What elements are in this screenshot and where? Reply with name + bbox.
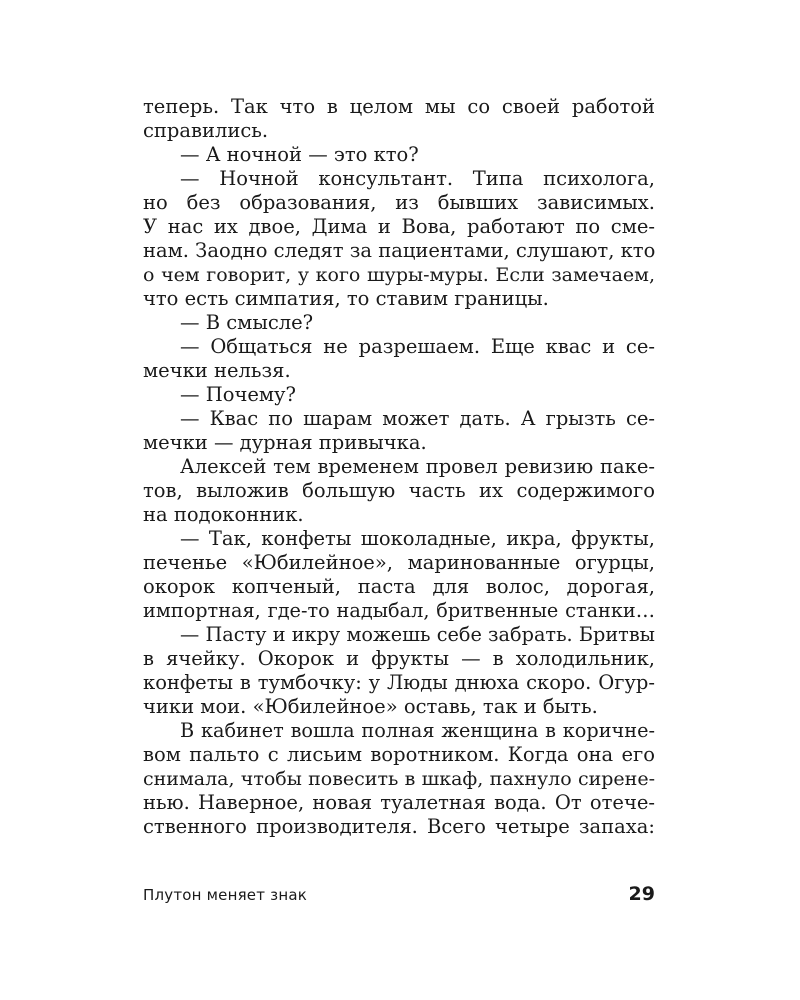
text-line: В кабинет вошла полная женщина в коричне-: [180, 719, 655, 742]
page-footer: [143, 883, 655, 909]
text-line: но без образования, из бывших зависимых.: [143, 191, 655, 214]
body-text: [143, 95, 655, 839]
running-title: Плутон меняет знак: [143, 886, 307, 904]
text-line: — Пасту и икру можешь себе забрать. Бритвы: [180, 623, 655, 646]
text-line: — Квас по шарам может дать. А грызть се-: [180, 407, 655, 430]
text-line: о чем говорит, у кого шуры-муры. Если замечаем,: [143, 264, 655, 286]
text-line: справились.: [143, 119, 269, 142]
text-line: что есть симпатия, то ставим границы.: [143, 287, 549, 310]
text-line: окорок копченый, паста для волос, дорогая,: [143, 575, 655, 598]
text-line: У нас их двое, Дима и Вова, работают по сме-: [143, 215, 655, 238]
text-line: печенье «Юбилейное», маринованные огурцы,: [143, 551, 655, 574]
text-line: снимала, чтобы повесить в шкаф, пахнуло сирене-: [143, 768, 655, 790]
text-line: конфеты в тумбочку: у Люды днюха скоро. Огур-: [143, 671, 655, 694]
text-line: чики мои. «Юбилейное» оставь, так и быть.: [143, 695, 598, 718]
text-line: на подоконник.: [143, 503, 304, 526]
text-line: импортная, где-то надыбал, бритвенные станки…: [143, 599, 655, 622]
text-line: — А ночной — это кто?: [180, 143, 419, 166]
text-line: нью. Наверное, новая туалетная вода. От отече-: [143, 791, 655, 814]
text-line: ственного производителя. Всего четыре запаха:: [143, 815, 655, 838]
text-line: теперь. Так что в целом мы со своей работой: [143, 95, 655, 118]
text-line: мечки нельзя.: [143, 359, 291, 382]
text-line: — Общаться не разрешаем. Еще квас и се-: [180, 335, 655, 358]
text-line: мечки — дурная привычка.: [143, 431, 427, 454]
text-line: — Так, конфеты шоколадные, икра, фрукты,: [180, 527, 655, 550]
text-line: — В смысле?: [180, 311, 314, 334]
text-line: нам. Заодно следят за пациентами, слушают, кто: [143, 239, 656, 262]
text-line: вом пальто с лисьим воротником. Когда она его: [143, 743, 655, 766]
text-line: — Ночной консультант. Типа психолога,: [180, 167, 655, 190]
text-line: Алексей тем временем провел ревизию паке-: [180, 455, 655, 478]
page-number: 29: [628, 883, 655, 905]
text-line: в ячейку. Окорок и фрукты — в холодильник,: [143, 647, 655, 670]
text-line: тов, выложив большую часть их содержимого: [143, 479, 655, 502]
text-line: — Почему?: [180, 383, 296, 406]
